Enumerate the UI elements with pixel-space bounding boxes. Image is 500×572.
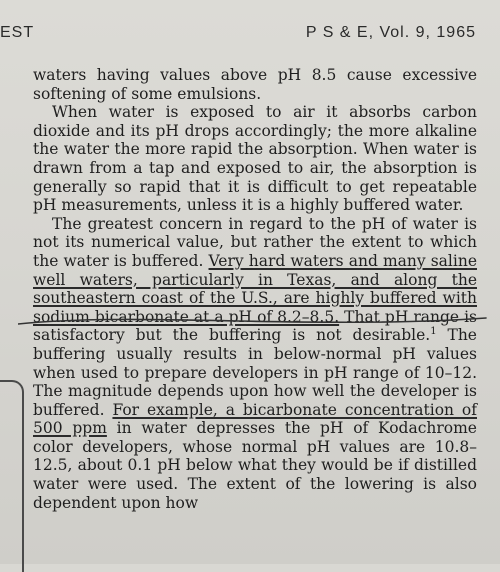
- paragraph-text: When water is exposed to air it absorbs carbon dioxide and its pH drops accordingly; the more alkaline the water the more rapid the absorption. When water is drawn from a tap and exposed to air, the absorption is generally so rapid that it is difficult to get repeatable pH measurements, unless it is a highly buffered water.: [33, 103, 477, 215]
- article-body: [33, 66, 477, 512]
- underlined-saline-waters: Very hard waters and many saline well waters, particularly in Texas, and along the southeastern coast of the U.S., are highly buffered with sodium bicarbonate at a pH of 8.2–8.5.: [33, 251, 477, 326]
- running-header: [0, 24, 500, 46]
- footnote-reference: 1: [430, 326, 437, 338]
- satisfactory-range-text: That pH range is satisfactory but the buffering is not desirable.: [33, 307, 477, 345]
- paragraph-emulsion-softening: [33, 66, 477, 103]
- underlined-bicarbonate: For example, a bicarbonate concentration of 500 ppm: [33, 400, 477, 438]
- developer-ph-text: in water depresses the pH of Kodachrome color developers, whose normal pH values are 10.8–12.5, about 0.1 pH below what they would be if distilled water were used. The extent of the lowering is also dependent upon how: [33, 419, 477, 512]
- header-left-text: EST: [0, 24, 35, 41]
- journal-citation: P S & E, Vol. 9, 1965: [305, 24, 476, 41]
- buffering-effect-text: The buffering usually results in below-normal pH values when used to prepare developers in pH range of 10–12. The magnitude depends upon how well the developer is buffered.: [33, 326, 477, 419]
- margin-bracket: [0, 380, 24, 572]
- handwritten-underline-mark: [18, 316, 488, 386]
- paragraph-text: waters having values above pH 8.5 cause excessive softening of some emulsions.: [33, 66, 477, 103]
- buffering-intro-text: The greatest concern in regard to the pH of water is not its numerical value, but rather the extent to which the water is buffered.: [33, 214, 477, 270]
- paragraph-carbon-dioxide: [33, 103, 477, 215]
